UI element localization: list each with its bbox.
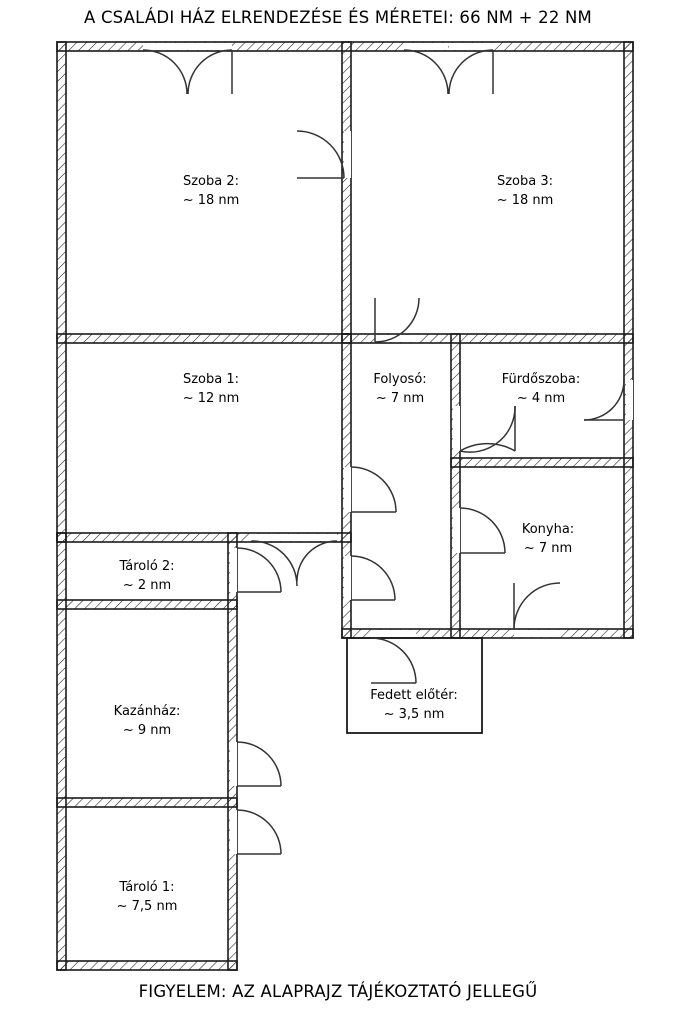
room-name: Kazánház: xyxy=(113,704,181,720)
room-label-fedett-eloter xyxy=(370,687,458,725)
room-area: ~ 18 nm xyxy=(182,193,240,208)
room-area: ~ 12 nm xyxy=(182,391,240,406)
page-title: A CSALÁDI HÁZ ELRENDEZÉSE ÉS MÉRETEI: 66 NM + 22 NM xyxy=(84,8,592,27)
room-name: Konyha: xyxy=(521,522,575,538)
room-name: Tároló 1: xyxy=(119,880,175,896)
room-name: Fürdőszoba: xyxy=(501,372,581,388)
room-area: ~ 7,5 nm xyxy=(116,899,178,914)
room-label-tarolo-1 xyxy=(117,879,178,917)
room-area: ~ 9 nm xyxy=(122,723,172,738)
room-label-szoba-1 xyxy=(183,371,240,409)
room-area: ~ 7 nm xyxy=(523,541,573,556)
room-name: Folyosó: xyxy=(373,372,427,388)
room-label-konyha xyxy=(522,521,574,559)
room-area: ~ 2 nm xyxy=(122,578,172,593)
room-label-tarolo-2 xyxy=(119,558,174,596)
room-area: ~ 3,5 nm xyxy=(383,707,445,722)
room-name: Szoba 2: xyxy=(182,174,240,190)
room-label-folyoso xyxy=(373,371,426,409)
room-area: ~ 18 nm xyxy=(496,193,554,208)
room-label-furdoszoba xyxy=(502,371,580,409)
room-label-szoba-2 xyxy=(183,173,240,211)
room-name: Szoba 3: xyxy=(496,174,554,190)
disclaimer-note: FIGYELEM: AZ ALAPRAJZ TÁJÉKOZTATÓ JELLEGŰ xyxy=(138,982,538,1001)
room-name: Tároló 2: xyxy=(119,559,175,575)
room-area: ~ 4 nm xyxy=(516,391,566,406)
room-name: Szoba 1: xyxy=(182,372,240,388)
room-label-szoba-3 xyxy=(497,173,554,211)
room-label-kazanhaz xyxy=(114,703,181,741)
room-name: Fedett előtér: xyxy=(370,688,458,704)
room-area: ~ 7 nm xyxy=(375,391,425,406)
